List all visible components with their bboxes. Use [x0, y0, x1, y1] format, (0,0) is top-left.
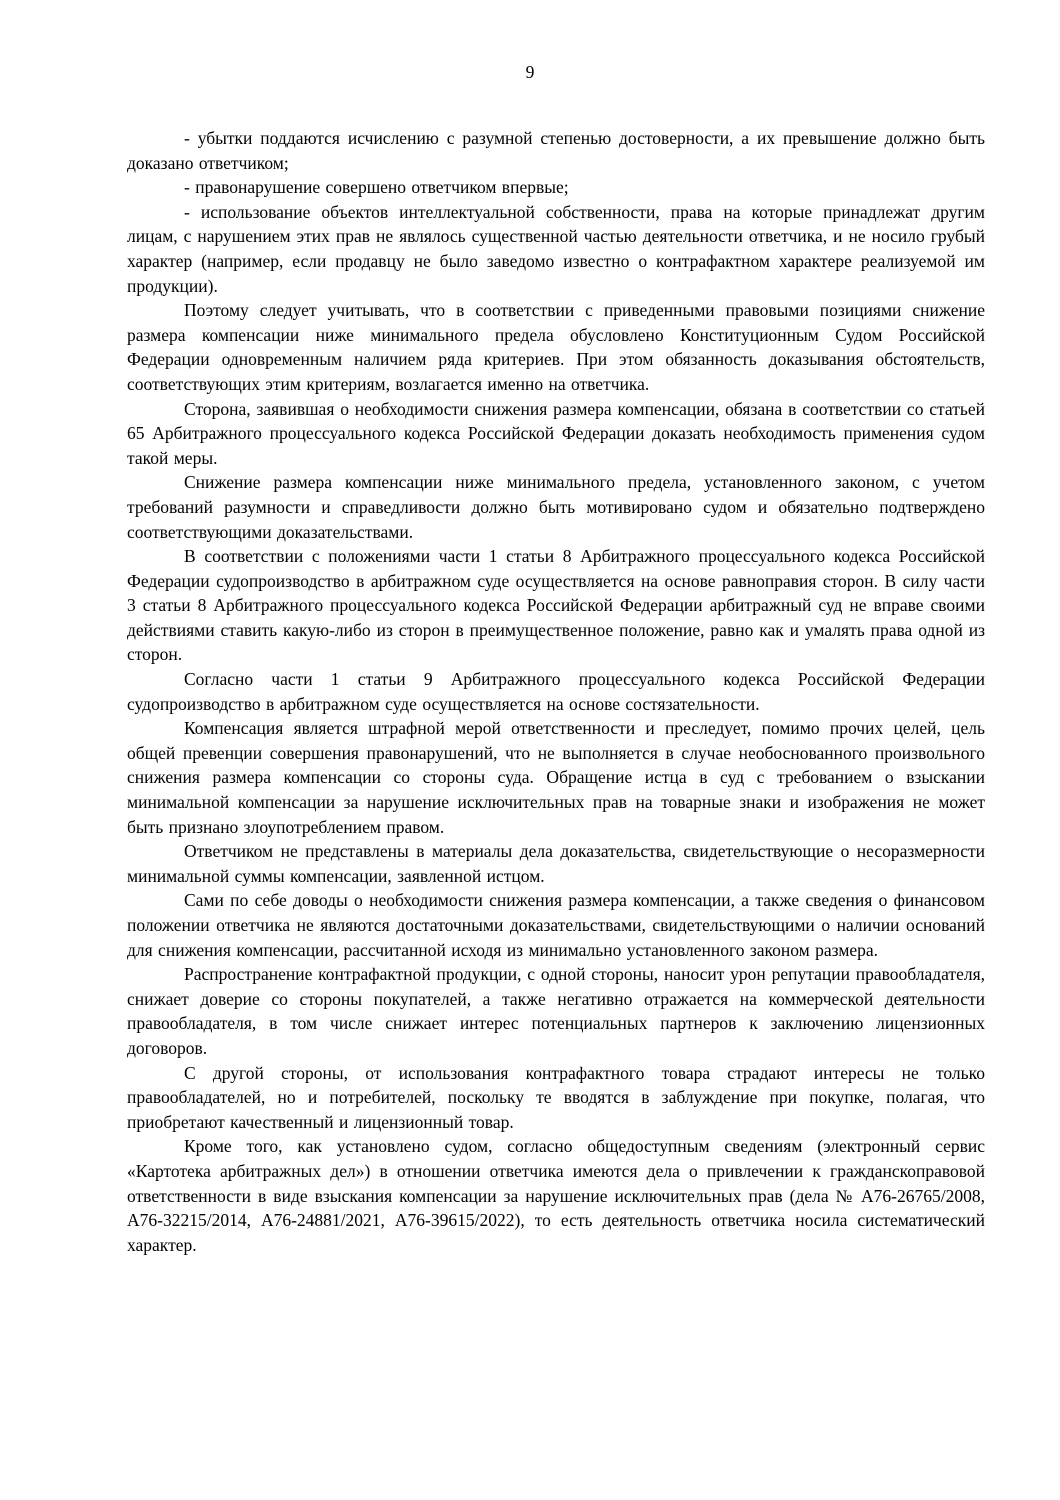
paragraph-3: - использование объектов интеллектуальной собственности, права на которые принадлежат другим лицам, с нарушением этих прав не являлось существенной частью деятельности ответчика, и не носило грубый характер (например, если продавцу не было заведомо известно о контрафактном характере реализуемой им продукции).	[127, 201, 985, 296]
paragraph-4: Поэтому следует учитывать, что в соответствии с приведенными правовыми позициями снижение размера компенсации ниже минимального предела обусловлено Конституционным Судом Российской Федерации одновременным наличием ряда критериев. При этом обязанность доказывания обстоятельств, соответствующих этим критериям, возлагается именно на ответчика.	[127, 300, 985, 394]
paragraph-6: Снижение размера компенсации ниже минимального предела, установленного законом, с учетом требований разумности и справедливости должно быть мотивировано судом и обязательно подтверждено соответствующими доказательствами.	[127, 472, 985, 542]
paragraph-8: Согласно части 1 статьи 9 Арбитражного процессуального кодекса Российской Федерации судопроизводство в арбитражном суде осуществляется на основе состязательности.	[127, 669, 985, 714]
paragraph-7: В соответствии с положениями части 1 статьи 8 Арбитражного процессуального кодекса Российской Федерации судопроизводство в арбитражном суде осуществляется на основе равноправия сторон. В силу части 3 статьи 8 Арбитражного процессуального кодекса Российской Федерации арбитражный суд не вправе своими действиями ставить какую-либо из сторон в преимущественное положение, равно как и умалять права одной из сторон.	[127, 546, 985, 665]
paragraph-10: Ответчиком не представлены в материалы дела доказательства, свидетельствующие о несоразмерности минимальной суммы компенсации, заявленной истцом.	[127, 841, 985, 886]
paragraph-13: С другой стороны, от использования контрафактного товара страдают интересы не только правообладателей, но и потребителей, поскольку те вводятся в заблуждение при покупке, полагая, что приобретают качественный и лицензионный товар.	[127, 1062, 985, 1132]
document-body	[127, 126, 985, 1257]
paragraph-1: - убытки поддаются исчислению с разумной степенью достоверности, а их превышение должно быть доказано ответчиком;	[127, 128, 985, 173]
paragraph-5: Сторона, заявившая о необходимости снижения размера компенсации, обязана в соответствии со статьей 65 Арбитражного процессуального кодекса Российской Федерации доказать необходимость применения судом такой меры.	[127, 398, 985, 468]
paragraph-11: Сами по себе доводы о необходимости снижения размера компенсации, а также сведения о финансовом положении ответчика не являются достаточными доказательствами, свидетельствующими о наличии оснований для снижения компенсации, рассчитанной исходя из минимально установленного законом размера.	[127, 890, 985, 960]
paragraph-9: Компенсация является штрафной мерой ответственности и преследует, помимо прочих целей, цель общей превенции совершения правонарушений, что не выполняется в случае необоснованного произвольного снижения размера компенсации со стороны суда. Обращение истца в суд с требованием о взыскании минимальной компенсации за нарушение исключительных прав на товарные знаки и изображения не может быть признано злоупотреблением правом.	[127, 718, 985, 837]
paragraph-14: Кроме того, как установлено судом, согласно общедоступным сведениям (электронный сервис «Картотека арбитражных дел») в отношении ответчика имеются дела о привлечении к гражданскоправовой ответственности в виде взыскания компенсации за нарушение исключительных прав (дела № А76-26765/2008, А76-32215/2014, А76-24881/2021, А76-39615/2022), то есть деятельность ответчика носила систематический характер.	[127, 1136, 985, 1255]
paragraph-12: Распространение контрафактной продукции, с одной стороны, наносит урон репутации правообладателя, снижает доверие со стороны покупателей, а также негативно отражается на коммерческой деятельности правообладателя, в том числе снижает интерес потенциальных партнеров к заключению лицензионных договоров.	[127, 964, 985, 1058]
page-number: 9	[525, 62, 535, 82]
paragraph-2: - правонарушение совершено ответчиком впервые;	[184, 177, 569, 198]
